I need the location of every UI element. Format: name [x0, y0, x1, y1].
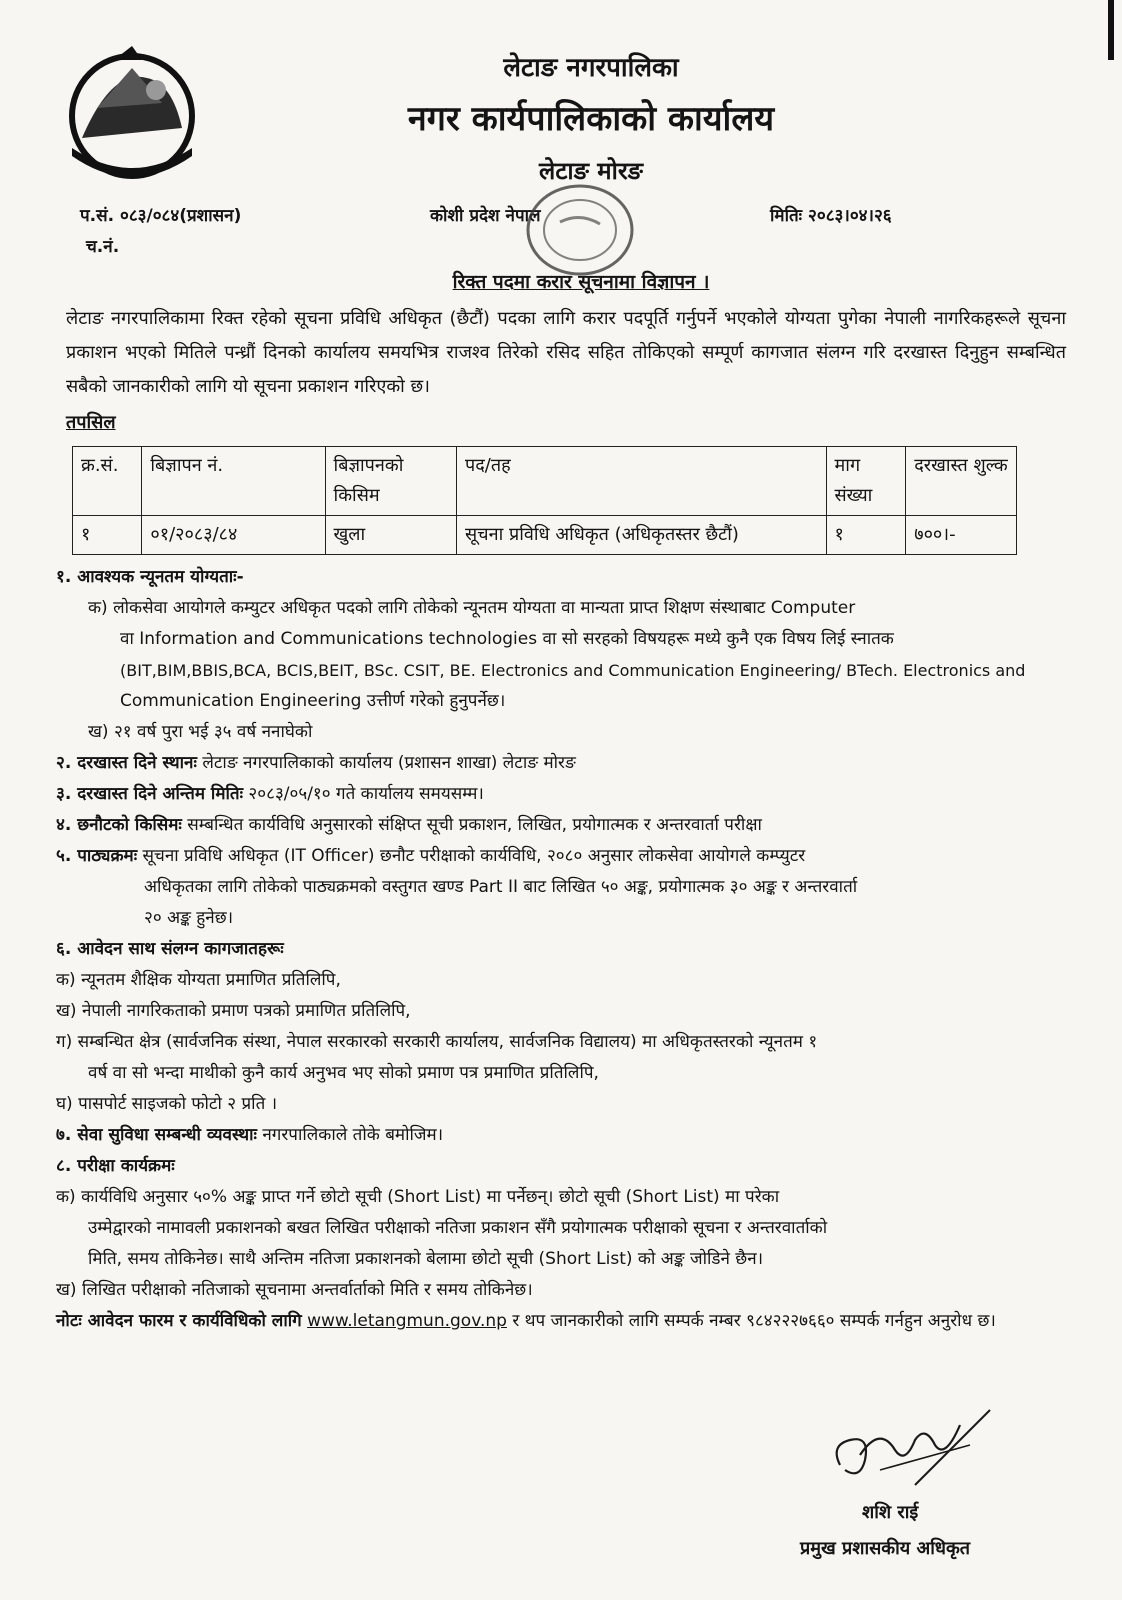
section-4-label: ४. छनौटको किसिमः — [56, 815, 182, 835]
section-1-item-ka-degrees: (BIT,BIM,BBIS,BCA, BCIS,BEIT, BSc. CSIT, BE. Electronics and Communication Engineering/ BTech. Electronics and — [120, 661, 1026, 680]
section-4-value: सम्बन्धित कार्यविधि अनुसारको संक्षिप्त सूची प्रकाशन, लिखित, प्रयोगात्मक र अन्तरवार्ता परीक्षा — [187, 815, 762, 835]
office-location: लेटाङ मोरङ — [539, 157, 643, 185]
table-cell: १ — [73, 516, 142, 555]
table-cell: ०१/२०८३/८४ — [142, 516, 325, 555]
province-name: कोशी प्रदेश नेपाल — [430, 206, 541, 226]
notice-date: मितिः २०८३।०४।२६ — [770, 206, 892, 226]
section-1-title: १. आवश्यक न्यूनतम योग्यताः- — [56, 567, 244, 587]
section-3-value: २०८३/०५/१० गते कार्यालय समयसम्म। — [248, 784, 484, 804]
section-8-item-ka-cont: उम्मेद्वारको नामावली प्रकाशनको बखत लिखित परीक्षाको नतिजा प्रकाशन सँगै प्रयोगात्मक परीक्षाको सूचना र अन्तरवार्ताको — [88, 1218, 828, 1238]
chalani-number: च.नं. — [86, 237, 120, 257]
section-2-label: २. दरखास्त दिने स्थानः — [56, 753, 197, 773]
section-8-item-ka: क) कार्यविधि अनुसार ५०% अङ्क प्राप्त गर्ने छोटो सूची (Short List) मा पर्नेछन्। छोटो सूची (Short List) मा परेका — [56, 1187, 780, 1207]
section-1-item-ka-cont: वा Information and Communications technologies वा सो सरहको विषयहरू मध्ये कुनै एक विषय लिई स्नातक — [120, 629, 894, 649]
section-1-item-kha: ख) २१ वर्ष पुरा भई ३५ वर्ष ननाघेको — [88, 722, 313, 742]
signer-name: शशि राई — [862, 1502, 919, 1523]
notice-body — [56, 562, 1071, 1337]
page-edge-mark — [1108, 0, 1114, 60]
section-1-item-ka-end: Communication Engineering उत्तीर्ण गरेको हुनुपर्नेछ। — [120, 691, 506, 711]
section-7-value: नगरपालिकाले तोके बमोजिम। — [262, 1125, 444, 1145]
office-name: नगर कार्यपालिकाको कार्यालय — [407, 99, 775, 139]
signer-designation: प्रमुख प्रशासकीय अधिकृत — [800, 1538, 971, 1559]
section-5-label: ५. पाठ्यक्रमः — [56, 846, 138, 866]
section-6-item-kha: ख) नेपाली नागरिकताको प्रमाण पत्रको प्रमाणित प्रतिलिपि, — [56, 1001, 411, 1021]
note-paragraph — [56, 1306, 1061, 1337]
section-3-label: ३. दरखास्त दिने अन्तिम मितिः — [56, 784, 244, 804]
table-header-cell: बिज्ञापन नं. — [142, 447, 325, 516]
table-cell: सूचना प्रविधि अधिकृत (अधिकृतस्तर छैटौं) — [457, 516, 827, 555]
section-8-title: ८. परीक्षा कार्यक्रमः — [56, 1156, 175, 1176]
note-suffix: र थप जानकारीको लागि सम्पर्क नम्बर ९८४२२२७६६० सम्पर्क गर्नहुन अनुरोध छ। — [512, 1311, 996, 1331]
section-5-value-cont: अधिकृतका लागि तोकेको पाठ्यक्रमको वस्तुगत खण्ड Part II बाट लिखित ५० अङ्क, प्रयोगात्मक ३० अङ्क र अन्तरवार्ता — [144, 877, 858, 897]
section-5-value-end: २० अङ्क हुनेछ। — [144, 908, 234, 928]
signature-icon — [820, 1405, 1000, 1495]
section-6-item-ga-cont: वर्ष वा सो भन्दा माथीको कुनै कार्य अनुभव भए सोको प्रमाण पत्र प्रमाणित प्रतिलिपि, — [88, 1063, 599, 1083]
table-cell: खुला — [325, 516, 456, 555]
section-5-value: सूचना प्रविधि अधिकृत (IT Officer) छनौट परीक्षाको कार्यविधि, २०८० अनुसार लोकसेवा आयोगले कम्प्युटर — [142, 846, 806, 866]
municipality-name: लेटाङ नगरपालिका — [503, 53, 679, 83]
table-header-cell: दरखास्त शुल्क — [906, 447, 1017, 516]
notice-title: रिक्त पदमा करार सूचनामा विज्ञापन । — [452, 271, 710, 293]
vacancy-table — [72, 446, 1017, 555]
section-8-item-kha: ख) लिखित परीक्षाको नतिजाको सूचनामा अन्तर्वार्ताको मिति र समय तोकिनेछ। — [56, 1280, 533, 1300]
section-7-label: ७. सेवा सुविधा सम्बन्धी व्यवस्थाः — [56, 1125, 257, 1145]
table-header-row — [73, 447, 1017, 516]
section-6-title: ६. आवेदन साथ संलग्न कागजातहरूः — [56, 939, 284, 959]
table-header-cell: क्र.सं. — [73, 447, 142, 516]
table-row — [73, 516, 1017, 555]
section-6-item-ka: क) न्यूनतम शैक्षिक योग्यता प्रमाणित प्रतिलिपि, — [56, 970, 341, 990]
table-cell: ७००।- — [906, 516, 1017, 555]
details-heading: तपसिल — [66, 412, 116, 433]
website-link[interactable]: www.letangmun.gov.np — [307, 1311, 507, 1331]
section-2-value: लेटाङ नगरपालिकाको कार्यालय (प्रशासन शाखा) लेटाङ मोरङ — [202, 753, 576, 773]
section-6-item-ga: ग) सम्बन्धित क्षेत्र (सार्वजनिक संस्था, नेपाल सरकारको सरकारी कार्यालय, सार्वजनिक विद्यालय) मा अधिकृतस्तरको न्यूनतम १ — [56, 1032, 818, 1052]
section-8-item-ka-end: मिति, समय तोकिनेछ। साथै अन्तिम नतिजा प्रकाशनको बेलामा छोटो सूची (Short List) को अङ्क जोडिने छैन। — [88, 1249, 764, 1269]
table-header-cell: बिज्ञापनको किसिम — [325, 447, 456, 516]
section-6-item-gha: घ) पासपोर्ट साइजको फोटो २ प्रति । — [56, 1094, 278, 1114]
table-cell: १ — [826, 516, 906, 555]
section-1-item-ka: क) लोकसेवा आयोगले कम्युटर अधिकृत पदको लागि तोकेको न्यूनतम योग्यता वा मान्यता प्राप्त शिक्षण संस्थाबाट Computer — [88, 598, 856, 618]
table-header-cell: माग संख्या — [826, 447, 906, 516]
reference-number: प.सं. ०८३/०८४(प्रशासन) — [80, 206, 242, 226]
table-header-cell: पद/तह — [457, 447, 827, 516]
intro-paragraph: लेटाङ नगरपालिकामा रिक्त रहेको सूचना प्रविधि अधिकृत (छैटौं) पदका लागि करार पदपूर्ति गर्नुपर्ने भएकोले योग्यता पुगेका नेपाली नागरिकहरूले सूचना प्रकाशन भएको मितिले पन्ध्रौं दिनको कार्यालय समयभित्र राजश्व तिरेको रसिद सहित तोकिएको सम्पूर्ण कागजात संलग्न गरि दरखास्त दिनुहुन सम्बन्धित सबैको जानकारीको लागि यो सूचना प्रकाशन गरिएको छ। — [66, 308, 1066, 397]
note-prefix: नोटः आवेदन फारम र कार्यविधिको लागि — [56, 1311, 302, 1331]
